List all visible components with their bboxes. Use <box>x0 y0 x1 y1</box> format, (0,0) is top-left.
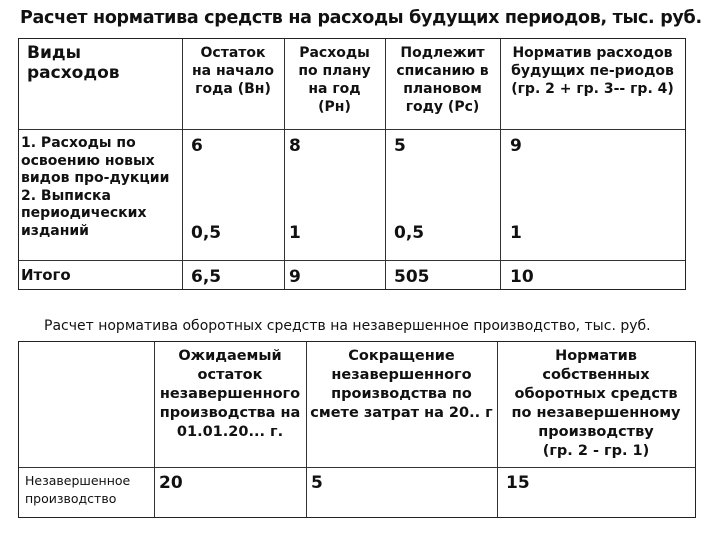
cell-opening-balance-b: 0,5 <box>191 223 222 243</box>
cell-total-write-off: 505 <box>394 267 430 287</box>
header-expected-balance: Ожидаемый остаток незавершенного производства на 01.01.20... г. <box>159 348 301 440</box>
row-label-total: Итого <box>21 266 71 284</box>
wip-table <box>18 341 696 518</box>
table1-title: Расчет норматива средств на расходы будущих периодов, тыс. руб. <box>20 8 702 28</box>
cell-expected-balance: 20 <box>159 473 183 493</box>
row-divider <box>19 260 685 261</box>
table2-title: Расчет норматива оборотных средств на незавершенное производство, тыс. руб. <box>44 318 651 334</box>
header-opening-balance: Остаток на начало года (Вн) <box>191 45 275 97</box>
cell-total-opening-balance: 6,5 <box>191 267 222 287</box>
header-write-off: Подлежит списанию в плановом году (Рс) <box>396 45 489 115</box>
header-norm: Норматив расходов будущих пе-риодов (гр. 2 + гр. 3-- гр. 4) <box>511 45 674 97</box>
cell-planned-expenses-b: 1 <box>289 223 301 243</box>
header-wip-reduction: Сокращение незавершенного производства по смете затрат на 20.. г <box>310 348 493 421</box>
cell-norm-b: 1 <box>510 223 522 243</box>
header-expense-type: Виды расходов <box>27 43 120 83</box>
row-label-expense-items: 1. Расходы по освоению новых видов про-дукции 2. Выписка периодических изданий <box>21 135 170 239</box>
row-divider <box>19 467 695 468</box>
cell-wip-norm: 15 <box>506 473 530 493</box>
header-wip-norm: Норматив собственных оборотных средств по незавершенному производству (гр. 2 - гр. 1) <box>511 348 681 459</box>
cell-opening-balance-a: 6 <box>191 136 203 156</box>
cell-write-off-b: 0,5 <box>394 223 425 243</box>
row-label-wip: Незавершенное производство <box>25 473 131 506</box>
cell-write-off-a: 5 <box>394 136 406 156</box>
cell-total-planned-expenses: 9 <box>289 267 301 287</box>
cell-planned-expenses-a: 8 <box>289 136 301 156</box>
row-divider <box>19 129 685 130</box>
cell-wip-reduction: 5 <box>311 473 323 493</box>
cell-norm-a: 9 <box>510 136 522 156</box>
header-planned-expenses: Расходы по плану на год (Рн) <box>298 45 371 115</box>
expenses-table <box>18 38 686 290</box>
cell-total-norm: 10 <box>510 267 534 287</box>
